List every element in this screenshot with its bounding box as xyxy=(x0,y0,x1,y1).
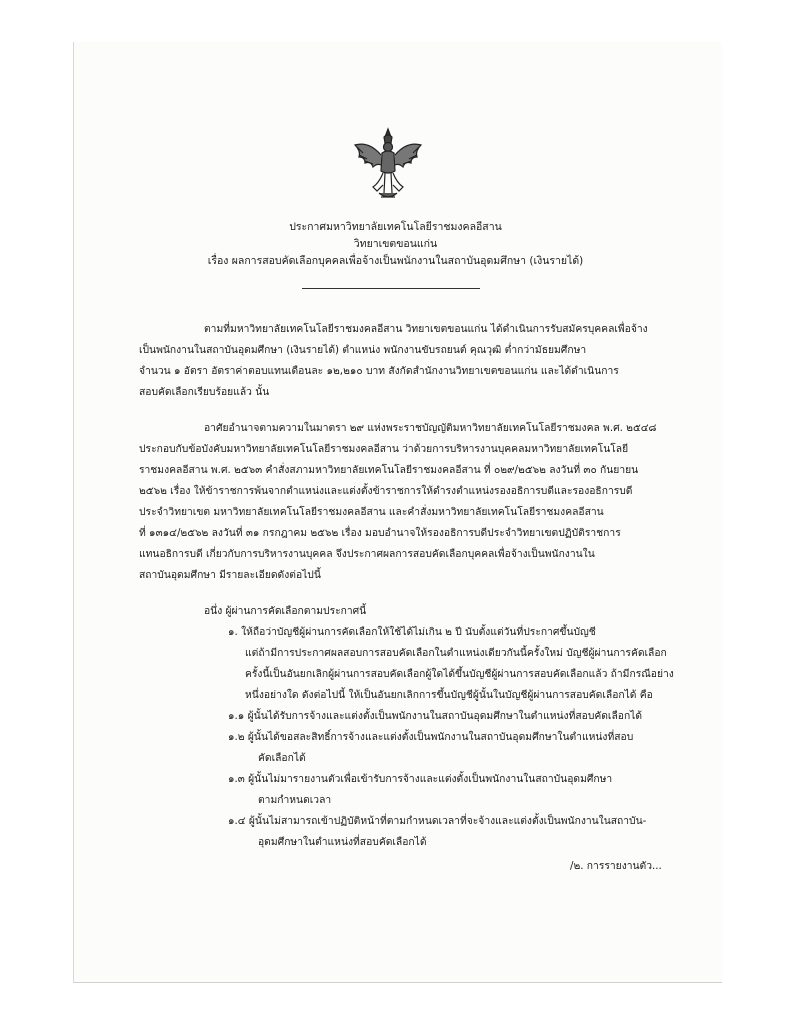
paragraph-2-line: ๒๕๖๒ เรื่อง ให้ข้าราชการพ้นจากตำแหน่งและแต่งตั้งข้าราชการให้ดำรงตำแหน่งรองอธิการบดีและรองอธิการบดี xyxy=(139,485,633,497)
paragraph-1-line: จำนวน ๑ อัตรา อัตราค่าตอบแทนเดือนละ ๑๒,๒๑๐ บาท สังกัดสำนักงานวิทยาเขตขอนแก่น และได้ดำเนินการ xyxy=(139,365,619,377)
paragraph-2-line: ราชมงคลอีสาน พ.ศ. ๒๕๖๓ คำสั่งสภามหาวิทยาลัยเทคโนโลยีราชมงคลอีสาน ที่ ๐๒๙/๒๕๖๒ ลงวันที่ ๓๐ กันยายน xyxy=(139,464,639,476)
item-1-line: แต่ถ้ามีการประกาศผลสอบการสอบคัดเลือกในตำแหน่งเดียวกันนี้ครั้งใหม่ บัญชีผู้ผ่านการคัดเลือก xyxy=(245,647,667,659)
sub-item-1-4: ๑.๔ ผู้นั้นไม่สามารถเข้าปฏิบัติหน้าที่ตามกำหนดเวลาที่จะจ้างและแต่งตั้งเป็นพนักงานในสถาบัน- xyxy=(228,815,647,827)
paragraph-2-line: ที่ ๑๓๑๔/๒๕๖๒ ลงวันที่ ๓๑ กรกฎาคม ๒๕๖๒ เรื่อง มอบอำนาจให้รองอธิการบดีประจำวิทยาเขตปฏิบัติราชการ xyxy=(139,527,621,539)
sub-item-1-3: ๑.๓ ผู้นั้นไม่มารายงานตัวเพื่อเข้ารับการจ้างและแต่งตั้งเป็นพนักงานในสถาบันอุดมศึกษา xyxy=(228,773,613,785)
sub-item-1-2: ๑.๒ ผู้นั้นได้ขอสละสิทธิ์การจ้างและแต่งตั้งเป็นพนักงานในสถาบันอุดมศึกษาในตำแหน่งที่สอบ xyxy=(228,731,634,743)
sub-item-1-2-cont: คัดเลือกได้ xyxy=(258,752,306,764)
paragraph-2-line: อาศัยอำนาจตามความในมาตรา ๒๙ แห่งพระราชบัญญัติมหาวิทยาลัยเทคโนโลยีราชมงคล พ.ศ. ๒๕๔๘ xyxy=(204,422,657,434)
paragraph-1-line: ตามที่มหาวิทยาลัยเทคโนโลยีราชมงคลอีสาน วิทยาเขตขอนแก่น ได้ดำเนินการรับสมัครบุคคลเพื่อจ้าง xyxy=(204,323,648,335)
item-1-line: หนึ่งอย่างใด ดังต่อไปนี้ ให้เป็นอันยกเลิกการขึ้นบัญชีผู้นั้นในบัญชีผู้ผ่านการสอบคัดเลือกได้ คือ xyxy=(245,689,653,701)
garuda-emblem-icon xyxy=(351,127,425,203)
sub-item-1-3-cont: ตามกำหนดเวลา xyxy=(258,794,332,806)
item-1-line: ครั้งนี้เป็นอันยกเลิกผู้ผ่านการสอบคัดเลือกผู้ใดได้ขึ้นบัญชีผู้ผ่านการสอบคัดเลือกแล้ว ถ้ามีกรณีอย่าง xyxy=(245,668,674,680)
paragraph-2-line: ประกอบกับข้อบังคับมหาวิทยาลัยเทคโนโลยีราชมงคลอีสาน ว่าด้วยการบริหารงานบุคคลมหาวิทยาลัยเทคโนโลยี xyxy=(139,443,629,455)
item-1-line: ๑. ให้ถือว่าบัญชีผู้ผ่านการคัดเลือกให้ใช้ได้ไม่เกิน ๒ ปี นับตั้งแต่วันที่ประกาศขึ้นบัญชี xyxy=(228,626,596,638)
header-divider xyxy=(302,288,480,289)
paragraph-1-line: เป็นพนักงานในสถาบันอุดมศึกษา (เงินรายได้) ตำแหน่ง พนักงานขับรถยนต์ คุณวุฒิ ต่ำกว่ามัธยมศึกษา xyxy=(139,344,587,356)
header-campus: วิทยาเขตขอนแก่น xyxy=(353,238,438,250)
section-title: อนึ่ง ผู้ผ่านการคัดเลือกตามประกาศนี้ xyxy=(204,605,367,617)
sub-item-1-1: ๑.๑ ผู้นั้นได้รับการจ้างและแต่งตั้งเป็นพนักงานในสถาบันอุดมศึกษาในตำแหน่งที่สอบคัดเลือกได้ xyxy=(228,710,643,722)
continuation-note: /๒. การรายงานตัว... xyxy=(570,860,662,872)
paragraph-2-line: ประจำวิทยาเขต มหาวิทยาลัยเทคโนโลยีราชมงคลอีสาน และคำสั่งมหาวิทยาลัยเทคโนโลยีราชมงคลอีสาน xyxy=(139,506,604,518)
paragraph-2-line: สถาบันอุดมศึกษา มีรายละเอียดดังต่อไปนี้ xyxy=(139,569,321,581)
header-subject: เรื่อง ผลการสอบคัดเลือกบุคคลเพื่อจ้างเป็นพนักงานในสถาบันอุดมศึกษา (เงินรายได้) xyxy=(207,255,584,267)
header-institution: ประกาศมหาวิทยาลัยเทคโนโลยีราชมงคลอีสาน xyxy=(289,221,502,233)
paragraph-1-line: สอบคัดเลือกเรียบร้อยแล้ว นั้น xyxy=(139,386,270,398)
sub-item-1-4-cont: อุดมศึกษาในตำแหน่งที่สอบคัดเลือกได้ xyxy=(258,836,427,848)
paragraph-2-line: แทนอธิการบดี เกี่ยวกับการบริหารงานบุคคล จึงประกาศผลการสอบคัดเลือกบุคคลเพื่อจ้างเป็นพนักงานใน xyxy=(139,548,595,560)
